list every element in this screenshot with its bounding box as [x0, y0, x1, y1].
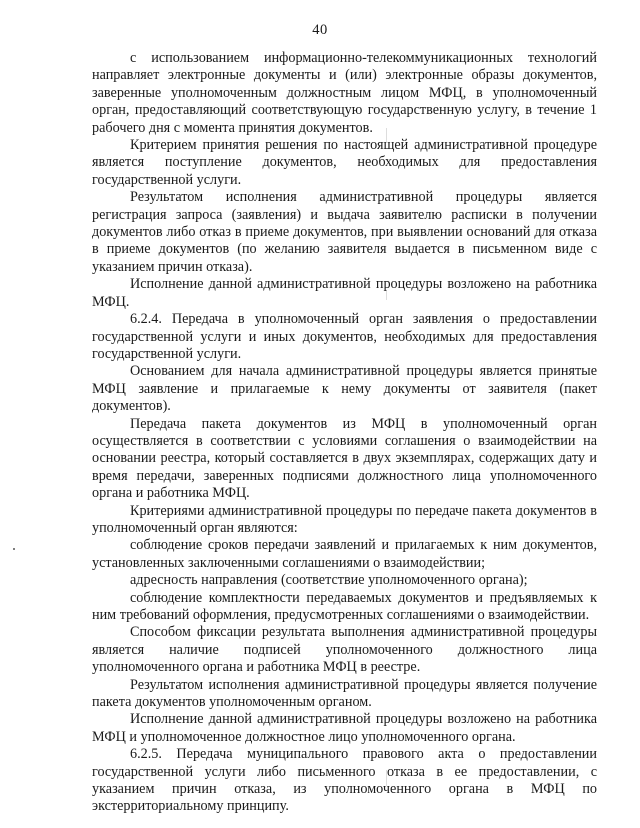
paragraph-executors: Исполнение данной административной процедуры возложено на работника МФЦ и уполномоченное должностное лицо уполномоченного органа. [92, 711, 597, 745]
paragraph-criteria-intro: Критериями административной процедуры по передаче пакета документов в уполномоченный орган являются: [92, 502, 597, 536]
scan-mark [386, 128, 387, 142]
paragraph-decision-criterion: Критерием принятия решения по настоящей административной процедуре является поступление документов, необходимых для предоставления государственной услуги. [92, 137, 597, 188]
scan-speck [13, 548, 15, 550]
paragraph-basis: Основанием для начала административной процедуры является принятые МФЦ заявление и прилагаемые к нему документы от заявителя (пакет документов). [92, 363, 597, 415]
paragraph-result-registration: Результатом исполнения административной процедуры является регистрация запроса (заявления) и выдача заявителю расписки в получении документов либо отказ в приеме документов, при выявлении оснований для отказа в приеме документов (по желанию заявителя выдается в письменном виде с указанием причин отказа). [92, 189, 597, 275]
document-body [92, 50, 597, 816]
paragraph-continuation: с использованием информационно-телекоммуникационных технологий направляет электронные документы и (или) электронные образы документов, заверенные уполномоченным должностным лицом МФЦ, в уполномоченный орган, предоставляющий соответствующую государственную услугу, в течение 1 рабочего дня с момента принятия документов. [92, 50, 597, 136]
page-number: 40 [312, 22, 328, 38]
paragraph-section-6-2-4: 6.2.4. Передача в уполномоченный орган заявления о предоставлении государственной услуги и иных документов, необходимых для предоставления государственной услуги. [92, 311, 597, 362]
paragraph-criterion-deadlines: соблюдение сроков передачи заявлений и прилагаемых к ним документов, установленных заключенными соглашениями о взаимодействии; [92, 537, 597, 571]
scan-mark [386, 770, 387, 786]
paragraph-package-transfer: Передача пакета документов из МФЦ в уполномоченный орган осуществляется в соответствии с условиями соглашения о взаимодействии на основании реестра, который составляется в двух экземплярах, содержащих дату и время передачи, заверенных подписями должностного лица уполномоченного органа и работника МФЦ. [92, 415, 597, 502]
paragraph-fixation-method: Способом фиксации результата выполнения административной процедуры является наличие подписей уполномоченного должностного лица уполномоченного органа и работника МФЦ в реестре. [92, 624, 597, 676]
paragraph-executor-mfc: Исполнение данной административной процедуры возложено на работника МФЦ. [92, 276, 597, 310]
paragraph-section-6-2-5: 6.2.5. Передача муниципального правового акта о предоставлении государственной услуги либо письменного отказа в ее предоставлении, с указанием причин отказа, из уполномоченного органа в МФЦ по экстерриториальному принципу. [92, 746, 597, 815]
scan-mark [386, 290, 387, 300]
paragraph-result-package: Результатом исполнения административной процедуры является получение пакета документов уполномоченным органом. [92, 676, 597, 711]
paragraph-criterion-addressing: адресность направления (соответствие уполномоченного органа); [130, 572, 528, 589]
paragraph-criterion-completeness: соблюдение комплектности передаваемых документов и предъявляемых к ним требований оформления, предусмотренных соглашениями о взаимодействии. [92, 589, 597, 623]
